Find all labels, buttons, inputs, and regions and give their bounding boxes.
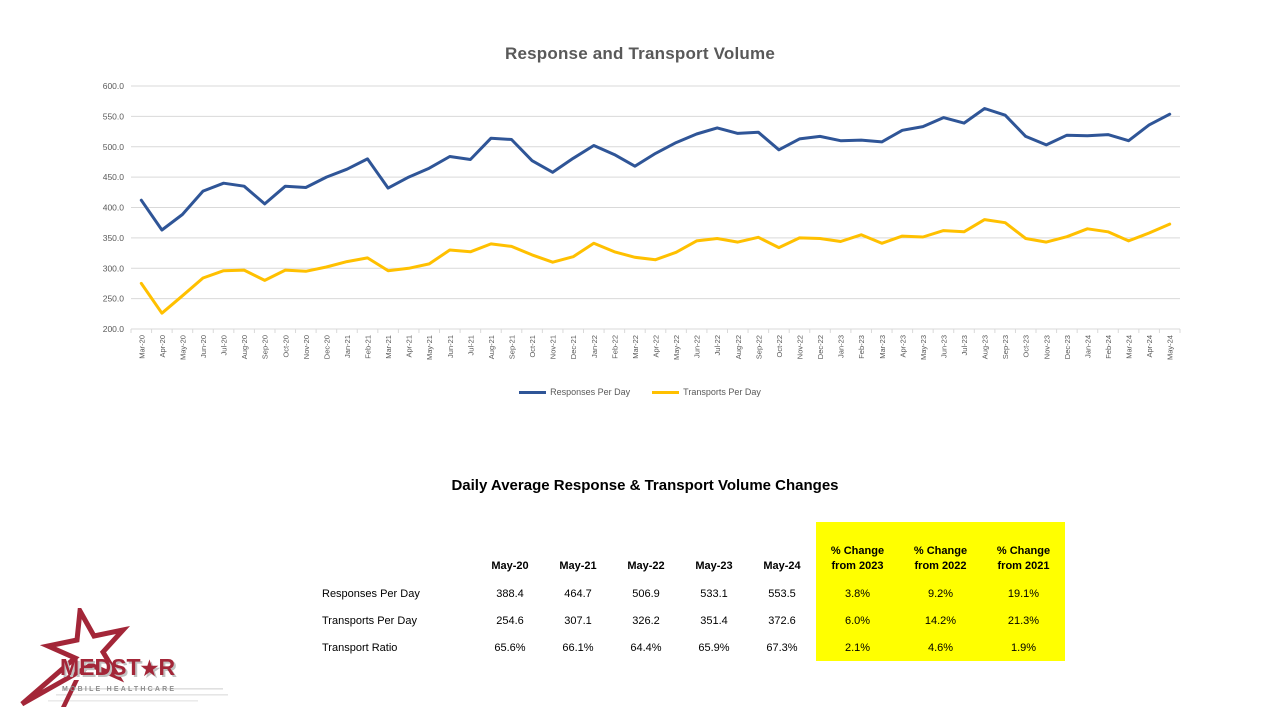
- svg-text:Aug-23: Aug-23: [980, 335, 990, 360]
- table-title: Daily Average Response & Transport Volume Changes: [451, 477, 839, 494]
- table-cell: 66.1%: [562, 641, 594, 654]
- svg-text:400.0: 400.0: [102, 202, 124, 213]
- svg-text:Jan-24: Jan-24: [1083, 335, 1093, 358]
- svg-text:May-24: May-24: [1165, 335, 1175, 361]
- svg-text:600.0: 600.0: [102, 81, 124, 91]
- column-header: May-20: [491, 560, 529, 573]
- legend-item-responses: [519, 387, 630, 397]
- table-cell: 388.4: [496, 587, 524, 600]
- header-row: [320, 522, 1065, 580]
- table-cell: 254.6: [496, 614, 524, 627]
- column-header: May-21: [559, 560, 597, 573]
- table-cell: 3.8%: [816, 580, 899, 607]
- svg-text:May-23: May-23: [918, 335, 928, 361]
- svg-text:550.0: 550.0: [102, 111, 124, 122]
- x-axis-labels: [137, 335, 1174, 360]
- svg-text:Mar-21: Mar-21: [384, 335, 394, 359]
- logo-text: MEDST: [60, 654, 141, 680]
- transports-per-day-line: [141, 220, 1169, 314]
- svg-text:Jul-20: Jul-20: [219, 335, 229, 356]
- svg-text:Jul-22: Jul-22: [713, 335, 723, 356]
- svg-text:Mar-24: Mar-24: [1124, 335, 1134, 359]
- table-cell: 307.1: [564, 614, 592, 627]
- legend-item-transports: [652, 387, 761, 397]
- changes-table: [320, 522, 1065, 661]
- table-cell: 4.6%: [899, 634, 982, 661]
- svg-text:Dec-21: Dec-21: [569, 335, 579, 360]
- legend-swatch: [652, 391, 679, 394]
- logo-star-char: ★: [140, 658, 159, 680]
- svg-text:May-22: May-22: [672, 335, 682, 361]
- svg-text:Oct-21: Oct-21: [528, 335, 538, 358]
- svg-text:Jun-23: Jun-23: [939, 335, 949, 358]
- logo-text: R: [158, 654, 176, 680]
- svg-text:Apr-24: Apr-24: [1145, 335, 1155, 358]
- svg-text:Aug-22: Aug-22: [733, 335, 743, 360]
- table-cell: 533.1: [700, 587, 728, 600]
- table-row: [320, 607, 1065, 634]
- chart-legend: [0, 387, 1280, 397]
- column-header: May-22: [627, 560, 665, 573]
- svg-text:Sep-20: Sep-20: [260, 335, 270, 360]
- table-cell: 14.2%: [899, 607, 982, 634]
- table-cell: 67.3%: [766, 641, 798, 654]
- svg-text:350.0: 350.0: [102, 232, 124, 243]
- svg-text:Mar-20: Mar-20: [137, 335, 147, 359]
- legend-swatch: [519, 391, 546, 394]
- svg-text:Jul-23: Jul-23: [960, 335, 970, 356]
- svg-text:Feb-21: Feb-21: [363, 335, 373, 359]
- table-cell: 65.6%: [494, 641, 526, 654]
- legend-label: Transports Per Day: [683, 387, 761, 397]
- svg-text:Oct-23: Oct-23: [1021, 335, 1031, 358]
- chart-title: Response and Transport Volume: [505, 44, 775, 63]
- svg-text:Sep-23: Sep-23: [1001, 335, 1011, 360]
- svg-text:Jul-21: Jul-21: [466, 335, 476, 356]
- svg-text:Dec-20: Dec-20: [322, 335, 332, 360]
- legend-label: Responses Per Day: [550, 387, 631, 397]
- svg-text:Jun-21: Jun-21: [445, 335, 455, 358]
- svg-text:Feb-22: Feb-22: [610, 335, 620, 359]
- svg-text:Jun-22: Jun-22: [692, 335, 702, 358]
- column-header: % Change from 2023: [816, 522, 899, 580]
- svg-text:May-20: May-20: [178, 335, 188, 361]
- svg-text:Sep-21: Sep-21: [507, 335, 517, 360]
- svg-text:Mar-22: Mar-22: [630, 335, 640, 359]
- changes-table-wrap: [320, 522, 1065, 661]
- svg-text:Dec-23: Dec-23: [1062, 335, 1072, 360]
- svg-text:Nov-20: Nov-20: [301, 335, 311, 360]
- responses-per-day-line: [141, 109, 1169, 231]
- svg-text:Aug-20: Aug-20: [240, 335, 250, 360]
- svg-text:Apr-20: Apr-20: [157, 335, 167, 358]
- svg-text:Jan-23: Jan-23: [836, 335, 846, 358]
- table-cell: 351.4: [700, 614, 728, 627]
- column-header: % Change from 2022: [899, 522, 982, 580]
- table-cell: 64.4%: [630, 641, 662, 654]
- row-label: Responses Per Day: [322, 587, 420, 600]
- svg-text:Apr-22: Apr-22: [651, 335, 661, 358]
- svg-text:Jan-22: Jan-22: [589, 335, 599, 358]
- svg-text:300.0: 300.0: [102, 263, 124, 274]
- table-cell: 9.2%: [899, 580, 982, 607]
- table-cell: 1.9%: [982, 634, 1065, 661]
- svg-text:250.0: 250.0: [102, 293, 124, 304]
- table-cell: 2.1%: [816, 634, 899, 661]
- medstar-logo: [8, 608, 248, 712]
- svg-text:Feb-24: Feb-24: [1104, 335, 1114, 359]
- table-cell: 506.9: [632, 587, 660, 600]
- swoosh-line: [56, 694, 228, 696]
- table-cell: 6.0%: [816, 607, 899, 634]
- svg-text:Mar-23: Mar-23: [877, 335, 887, 359]
- svg-text:200.0: 200.0: [102, 324, 124, 334]
- logo-slash: [61, 680, 79, 707]
- y-axis-labels: [103, 81, 125, 334]
- svg-text:Aug-21: Aug-21: [486, 335, 496, 360]
- table-row: [320, 580, 1065, 607]
- svg-text:Nov-23: Nov-23: [1042, 335, 1052, 360]
- column-header: % Change from 2021: [982, 522, 1065, 580]
- svg-text:Dec-22: Dec-22: [816, 335, 826, 360]
- table-cell: 372.6: [768, 614, 796, 627]
- svg-text:Nov-22: Nov-22: [795, 335, 805, 360]
- table-cell: 19.1%: [982, 580, 1065, 607]
- table-cell: 553.5: [768, 587, 796, 600]
- row-label: Transports Per Day: [322, 614, 417, 627]
- table-cell: 326.2: [632, 614, 660, 627]
- table-row: [320, 634, 1065, 661]
- swoosh-line: [48, 700, 198, 702]
- svg-text:500.0: 500.0: [102, 141, 124, 152]
- table-cell: 21.3%: [982, 607, 1065, 634]
- svg-text:Jun-20: Jun-20: [198, 335, 208, 358]
- x-axis: [131, 329, 1180, 333]
- corner-cell: [320, 522, 476, 580]
- logo-subtitle: MOBILE HEALTHCARE: [62, 686, 177, 693]
- svg-text:Nov-21: Nov-21: [548, 335, 558, 360]
- svg-text:Apr-23: Apr-23: [898, 335, 908, 358]
- svg-text:Apr-21: Apr-21: [404, 335, 414, 358]
- gridlines: [131, 86, 1180, 329]
- svg-text:450.0: 450.0: [102, 172, 124, 183]
- svg-text:May-21: May-21: [425, 335, 435, 361]
- svg-text:Feb-23: Feb-23: [857, 335, 867, 359]
- row-label: Transport Ratio: [322, 641, 398, 654]
- column-header: May-23: [695, 560, 733, 573]
- svg-text:Jan-21: Jan-21: [342, 335, 352, 358]
- svg-text:Oct-20: Oct-20: [281, 335, 291, 358]
- svg-text:Oct-22: Oct-22: [774, 335, 784, 358]
- table-cell: 464.7: [564, 587, 592, 600]
- column-header: May-24: [763, 560, 801, 573]
- svg-text:Sep-22: Sep-22: [754, 335, 764, 360]
- logo-wordmark: [60, 654, 175, 681]
- table-cell: 65.9%: [698, 641, 730, 654]
